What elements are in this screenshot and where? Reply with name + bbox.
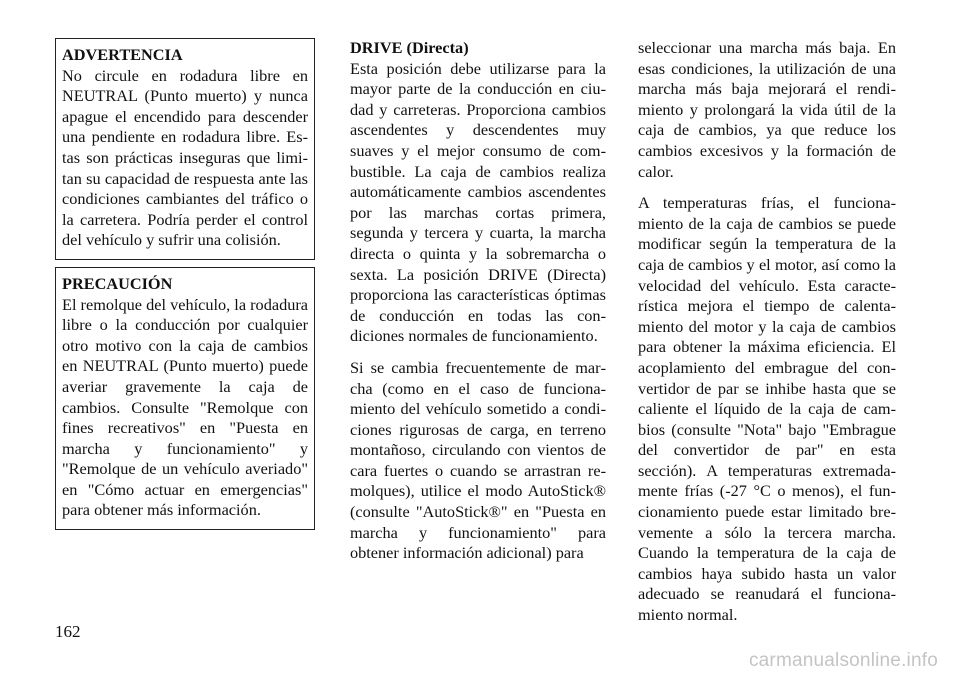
left-column [55, 38, 315, 530]
watermark-text: carmanualsonline.info [748, 650, 938, 671]
drive-paragraph-2-continued: seleccionar una marcha más baja. En esas condiciones, la utilización de una marcha más baja mejorará el rendimiento y prolongará la vida útil de la caja de cambios, ya que reduce los cambios excesivos y la formación de calor. [638, 38, 896, 181]
page-number: 162 [55, 622, 81, 641]
warning-box [55, 38, 315, 260]
warning-title: ADVERTENCIA [62, 45, 183, 64]
right-column [638, 38, 896, 637]
caution-box [55, 267, 315, 530]
middle-column [350, 38, 606, 575]
caution-title: PRECAUCIÓN [62, 273, 173, 293]
drive-paragraph-1: Esta posición debe utilizarse para la mayor parte de la conducción en ciudad y carreteras. Proporciona cambios ascendentes y descendentes muy suaves y el mejor consumo de combustible. La caja de cambios realiza automáticamente cambios ascendentes por las marchas cortas primera, segunda y tercera y cuarta, la marcha directa o quinta y la sobremarcha o sexta. La posición DRIVE (Directa) proporciona las características óptimas de conducción en todas las condiciones normales de funcionamiento. [350, 58, 606, 346]
drive-section-title: DRIVE (Directa) [350, 38, 469, 57]
drive-paragraph-3: A temperaturas frías, el funcionamiento de la caja de cambios se puede modificar según la temperatura de la caja de cambios y el motor, así como la velocidad del vehículo. Esta característica mejora el tiempo de calentamiento del motor y la caja de cambios para obtener la máxima eficiencia. El acoplamiento del embrague del convertidor de par se inhibe hasta que se caliente el líquido de la caja de cambios (consulte "Nota" bajo "Embrague del convertidor de par" en esta sección). A temperaturas extremadamente frías (-27 °C o menos), el funcionamiento puede estar limitado brevemente a sólo la tercera marcha. Cuando la temperatura de la caja de cambios haya subido hasta un valor adecuado se reanudará el funcionamiento normal. [638, 193, 896, 625]
warning-text: No circule en rodadura libre en NEUTRAL (Punto muerto) y nunca apague el encendido para descender una pendiente en rodadura libre. Estas son prácticas inseguras que limitan su capacidad de respuesta ante las condiciones cambiantes del tráfico o la carretera. Podría perder el control del vehículo y sufrir una colisión. [62, 65, 308, 250]
drive-paragraph-2: Si se cambia frecuentemente de marcha (como en el caso de funcionamiento del vehículo sometido a condiciones rigurosas de carga, en terreno montañoso, circulando con vientos de cara fuertes o cuando se arrastran remolques), utilice el modo AutoStick® (consulte "AutoStick®" en "Puesta en marcha y funcionamiento" para obtener información adicional) para [350, 357, 606, 563]
caution-text: El remolque del vehículo, la rodadura libre o la conducción por cualquier otro motivo con la caja de cambios en NEUTRAL (Punto muerto) puede averiar gravemente la caja de cambios. Consulte "Remolque con fines recreativos" en "Puesta en marcha y funcionamiento" y "Remolque de un vehículo averiado" en "Cómo actuar en emergencias" para obtener más información. [62, 294, 308, 520]
